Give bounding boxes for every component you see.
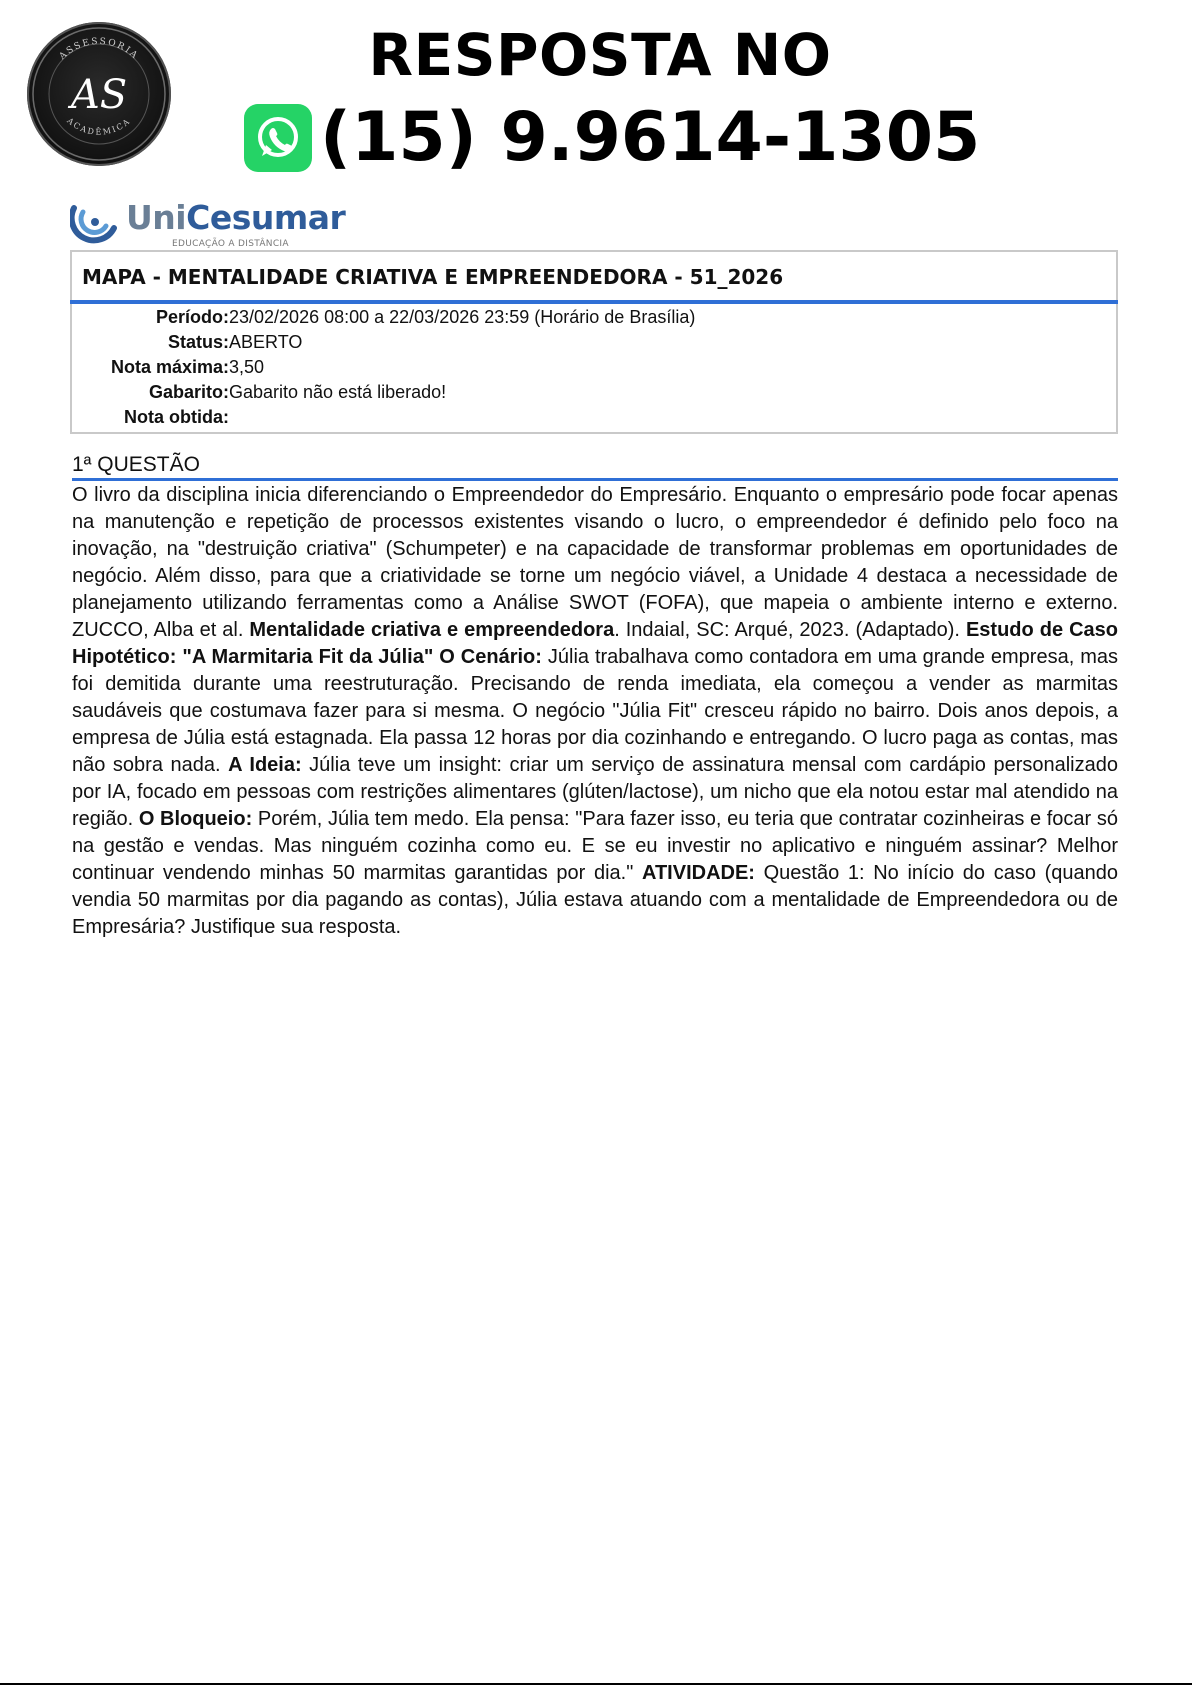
question-bold-segment: ATIVIDADE:	[642, 862, 755, 884]
periodo-row	[0, 305, 1192, 329]
periodo-label: Período:	[155, 307, 229, 327]
headline: RESPOSTA NO	[368, 21, 832, 89]
assessoria-badge-logo	[27, 22, 171, 166]
whatsapp-icon[interactable]	[244, 104, 312, 172]
question-text-segment: O livro da disciplina inicia diferenciando o Empreendedor do Empresário. Enquanto o empresário pode focar apenas na manutenção e repetição de processos existentes visando o lucro, o empreendedor é definido pelo foco na inovação, na "destruição criativa" (Schumpeter) e na capacidade de transformar problemas em oportunidades de negócio. Além disso, para que a criatividade se torne um negócio viável, a Unidade 4 destaca a necessidade de planejamento utilizando ferramentas como a Análise SWOT (FOFA), que mapeia o ambiente interno e externo. ZUCCO, Alba et al.	[72, 484, 1118, 641]
title-divider	[70, 300, 1118, 304]
brand-subtitle: EDUCAÇÃO A DISTÂNCIA	[172, 239, 289, 249]
svg-text:AS: AS	[70, 72, 128, 118]
assignment-title: MAPA - MENTALIDADE CRIATIVA E EMPREENDEDORA - 51_2026	[82, 265, 784, 289]
gabarito-value: Gabarito não está liberado!	[229, 382, 447, 402]
brand-name	[126, 198, 345, 238]
svg-text:ACADÊMICA: ACADÊMICA	[65, 116, 133, 137]
svg-text:ASSESSORIA: ASSESSORIA	[57, 36, 141, 62]
status-row	[0, 330, 1192, 354]
question-bold-segment: O Bloqueio:	[138, 808, 253, 830]
phone-number[interactable]: (15) 9.9614-1305	[320, 98, 981, 177]
periodo-value: 23/02/2026 08:00 a 22/03/2026 23:59 (Horário de Brasília)	[229, 307, 696, 327]
gabarito-label: Gabarito:	[148, 382, 229, 402]
nota-obtida-label: Nota obtida:	[124, 407, 229, 427]
gabarito-row	[0, 380, 1192, 404]
question-text-segment: Questão 1: No início do caso (quando vendia 50 marmitas por dia pagando as contas), Júlia estava atuando com a mentalidade de Empreendedora ou de Empresária? Justifique sua resposta.	[72, 862, 1119, 938]
question-text-segment: Porém, Júlia tem medo. Ela pensa: "Para fazer isso, eu teria que contratar cozinheiras e focar só na gestão e vendas. Mas ninguém cozinha como eu. E se eu investir no aplicativo e ninguém assinar? Melhor continuar vendendo minhas 50 marmitas garantidas por dia."	[72, 808, 1118, 884]
question-heading: 1ª QUESTÃO	[72, 453, 200, 476]
question-bold-segment: Mentalidade criativa e empreendedora	[249, 619, 615, 641]
nota-maxima-value: 3,50	[229, 357, 265, 377]
brand-name-part2: Cesumar	[186, 198, 346, 237]
question-bold-segment: Estudo de Caso Hipotético: "A Marmitaria Fit da Júlia" O Cenário:	[72, 619, 1118, 668]
question-text-segment: Júlia trabalhava como contadora em uma grande empresa, mas foi demitida durante uma reestruturação. Precisando de renda imediata, ela começou a vender as marmitas saudáveis que costumava fazer para si mesma. O negócio "Júlia Fit" cresceu rápido no bairro. Dois anos depois, a empresa de Júlia está estagnada. Ela passa 12 horas por dia cozinhando e entregando. O lucro paga as contas, mas não sobra nada.	[72, 646, 1118, 776]
nota-maxima-row	[0, 355, 1192, 379]
question-body	[72, 482, 1118, 941]
question-bold-segment: A Ideia:	[228, 754, 302, 776]
question-text-segment: Júlia teve um insight: criar um serviço de assinatura mensal com cardápio personalizado por IA, focado em pessoas com restrições alimentares (glúten/lactose), um nicho que ela notou estar mal atendido na região.	[72, 754, 1118, 830]
nota-maxima-label: Nota máxima:	[110, 357, 229, 377]
badge-emblem	[27, 22, 171, 166]
nota-obtida-row	[0, 405, 1192, 429]
question-text-segment: . Indaial, SC: Arqué, 2023. (Adaptado).	[614, 619, 966, 641]
phone-row	[244, 98, 980, 178]
status-label: Status:	[167, 332, 229, 352]
status-value: ABERTO	[229, 332, 303, 352]
question-divider	[72, 478, 1118, 481]
brand-name-part1: Uni	[126, 198, 187, 237]
